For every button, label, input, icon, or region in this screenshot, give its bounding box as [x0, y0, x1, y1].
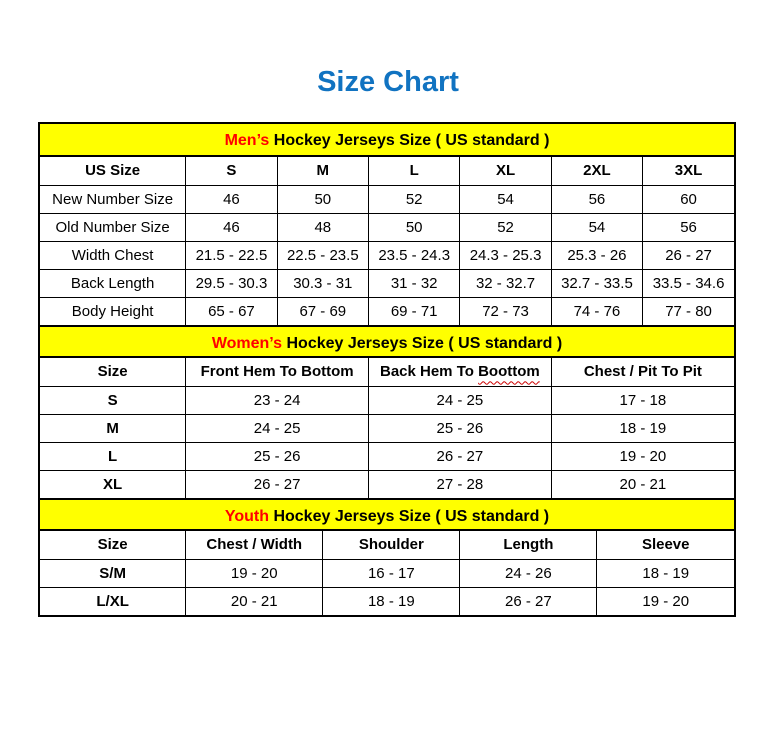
table-cell: 29.5 - 30.3: [186, 269, 277, 297]
table-cell: 31 - 32: [368, 269, 459, 297]
page-title: Size Chart: [317, 66, 459, 98]
column-header: [368, 358, 551, 386]
womens-category-label: Women’s: [211, 335, 283, 352]
table-cell: 19 - 20: [597, 587, 734, 615]
column-header: XL: [460, 157, 551, 185]
table-cell: 69 - 71: [368, 297, 459, 325]
table-cell: 22.5 - 23.5: [277, 241, 368, 269]
column-header: Chest / Pit To Pit: [551, 358, 734, 386]
column-header: Chest / Width: [186, 531, 323, 559]
table-cell: 54: [551, 213, 642, 241]
table-cell: 32 - 32.7: [460, 269, 551, 297]
row-label: New Number Size: [40, 185, 186, 213]
column-header: Length: [460, 531, 597, 559]
table-cell: 20 - 21: [186, 587, 323, 615]
column-header: M: [277, 157, 368, 185]
table-row: [40, 213, 734, 241]
womens-table-body: [40, 386, 734, 498]
table-row: [40, 414, 734, 442]
row-label: L/XL: [40, 587, 186, 615]
row-label: S: [40, 386, 186, 414]
header-row: [40, 531, 734, 559]
womens-title-rest: Hockey Jerseys Size ( US standard ): [282, 335, 563, 352]
header-row: [40, 157, 734, 185]
column-header: S: [186, 157, 277, 185]
mens-table-head: [40, 157, 734, 185]
table-cell: 26 - 27: [460, 587, 597, 615]
section-mens: [40, 124, 734, 325]
table-cell: 24 - 25: [368, 386, 551, 414]
column-header: 2XL: [551, 157, 642, 185]
row-label: Back Length: [40, 269, 186, 297]
table-cell: 33.5 - 34.6: [643, 269, 734, 297]
table-cell: 46: [186, 185, 277, 213]
table-cell: 17 - 18: [551, 386, 734, 414]
row-label: M: [40, 414, 186, 442]
table-cell: 77 - 80: [643, 297, 734, 325]
womens-table: [40, 358, 734, 498]
table-cell: 24 - 25: [186, 414, 369, 442]
table-row: [40, 297, 734, 325]
section-title-mens: [40, 124, 734, 157]
mens-table-body: [40, 185, 734, 325]
mens-table: [40, 157, 734, 325]
womens-table-head: [40, 358, 734, 386]
table-cell: 24.3 - 25.3: [460, 241, 551, 269]
size-chart: [38, 122, 736, 617]
table-cell: 74 - 76: [551, 297, 642, 325]
table-cell: 16 - 17: [323, 559, 460, 587]
table-cell: 18 - 19: [597, 559, 734, 587]
row-label: Width Chest: [40, 241, 186, 269]
youth-table: [40, 531, 734, 615]
table-cell: 26 - 27: [368, 442, 551, 470]
table-cell: 32.7 - 33.5: [551, 269, 642, 297]
table-cell: 26 - 27: [186, 470, 369, 498]
header-row: [40, 358, 734, 386]
table-cell: 25.3 - 26: [551, 241, 642, 269]
mens-category-label: Men’s: [224, 132, 270, 149]
section-title-youth: [40, 498, 734, 531]
table-cell: 27 - 28: [368, 470, 551, 498]
table-cell: 19 - 20: [551, 442, 734, 470]
table-cell: 56: [643, 213, 734, 241]
table-cell: 48: [277, 213, 368, 241]
table-cell: 50: [368, 213, 459, 241]
table-cell: 50: [277, 185, 368, 213]
misspelled-word: Boottom: [478, 363, 540, 381]
table-row: [40, 442, 734, 470]
table-cell: 46: [186, 213, 277, 241]
section-womens: [40, 325, 734, 498]
column-header: Size: [40, 358, 186, 386]
table-cell: 20 - 21: [551, 470, 734, 498]
table-cell: 19 - 20: [186, 559, 323, 587]
column-header: Front Hem To Bottom: [186, 358, 369, 386]
table-cell: 21.5 - 22.5: [186, 241, 277, 269]
youth-title-rest: Hockey Jerseys Size ( US standard ): [269, 508, 550, 525]
table-row: [40, 470, 734, 498]
table-cell: 25 - 26: [368, 414, 551, 442]
row-label: XL: [40, 470, 186, 498]
row-label: Old Number Size: [40, 213, 186, 241]
column-header: L: [368, 157, 459, 185]
youth-table-head: [40, 531, 734, 559]
table-cell: 23 - 24: [186, 386, 369, 414]
table-cell: 72 - 73: [460, 297, 551, 325]
mens-title-rest: Hockey Jerseys Size ( US standard ): [269, 132, 550, 149]
table-row: [40, 559, 734, 587]
table-row: [40, 241, 734, 269]
table-cell: 56: [551, 185, 642, 213]
column-header: Shoulder: [323, 531, 460, 559]
row-label: Body Height: [40, 297, 186, 325]
section-title-womens: [40, 325, 734, 358]
row-label: S/M: [40, 559, 186, 587]
table-cell: 24 - 26: [460, 559, 597, 587]
table-cell: 65 - 67: [186, 297, 277, 325]
table-cell: 25 - 26: [186, 442, 369, 470]
table-row: [40, 587, 734, 615]
table-cell: 67 - 69: [277, 297, 368, 325]
youth-category-label: Youth: [224, 508, 269, 525]
table-cell: 60: [643, 185, 734, 213]
table-row: [40, 269, 734, 297]
table-cell: 26 - 27: [643, 241, 734, 269]
table-cell: 54: [460, 185, 551, 213]
column-header: US Size: [40, 157, 186, 185]
table-row: [40, 185, 734, 213]
table-cell: 18 - 19: [551, 414, 734, 442]
section-youth: [40, 498, 734, 615]
youth-table-body: [40, 559, 734, 615]
table-row: [40, 386, 734, 414]
column-header: 3XL: [643, 157, 734, 185]
column-header: Sleeve: [597, 531, 734, 559]
table-cell: 52: [460, 213, 551, 241]
column-header: Size: [40, 531, 186, 559]
table-cell: 52: [368, 185, 459, 213]
row-label: L: [40, 442, 186, 470]
table-cell: 30.3 - 31: [277, 269, 368, 297]
table-cell: 18 - 19: [323, 587, 460, 615]
table-cell: 23.5 - 24.3: [368, 241, 459, 269]
column-header-text: Back Hem To: [379, 363, 479, 381]
